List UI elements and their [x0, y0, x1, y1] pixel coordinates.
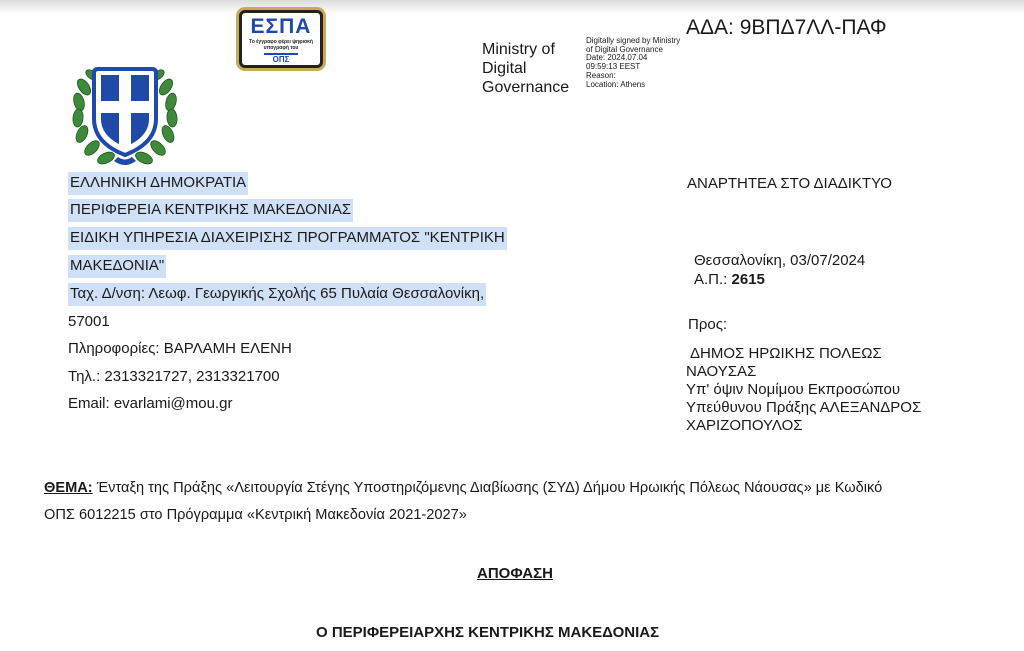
signature-detail-line: Reason: [586, 70, 616, 80]
sender-postcode: 57001 [68, 313, 110, 330]
decision-title: ΑΠΟΦΑΣΗ [477, 565, 553, 582]
sender-line: ΕΛΛΗΝΙΚΗ ΔΗΜΟΚΡΑΤΙΑ [68, 174, 248, 192]
subject-line-2: ΟΠΣ 6012215 στο Πρόγραμμα «Κεντρική Μακεδονία 2021-2027» [44, 507, 467, 523]
authority-line: Ο ΠΕΡΙΦΕΡΕΙΑΡΧΗΣ ΚΕΝΤΡΙΚΗΣ ΜΑΚΕΔΟΝΙΑΣ [316, 624, 660, 641]
sender-line: ΜΑΚΕΔΟΝΙΑ" [68, 257, 166, 275]
subject-label: ΘΕΜΑ: [44, 480, 93, 496]
signature-ministry-line: Ministry of [482, 41, 555, 58]
protocol-value: 2615 [731, 271, 765, 288]
signature-ministry-line: Governance [482, 79, 570, 96]
subject-text: Ένταξη της Πράξης «Λειτουργία Στέγης Υποστηριζόμενης Διαβίωσης (ΣΥΔ) Δήμου Ηρωικής Πόλεως Νάουσας» με Κωδικό [92, 480, 883, 496]
recipient-line: Υπεύθυνου Πράξης ΑΛΕΞΑΝΔΡΟΣ [686, 399, 922, 416]
espa-logo-subtitle: Το έγγραφο φέρει ψηφιακή υπογραφή του [249, 39, 313, 51]
page-top-shadow [0, 0, 1024, 14]
signature-detail-line: Date: 2024.07.04 [586, 53, 648, 63]
ada-code: ΑΔΑ: 9ΒΠΔ7ΛΛ-ΠΑΦ [686, 16, 887, 39]
recipient-line: ΧΑΡΙΖΟΠΟΥΛΟΣ [686, 417, 803, 434]
to-label: Προς: [688, 316, 728, 333]
espa-logo [239, 10, 323, 68]
signature-detail-line: 09:59:13 EEST [586, 62, 641, 72]
digital-signature-details [586, 37, 680, 89]
signature-ministry-line: Digital [482, 60, 527, 77]
signature-detail-line: Location: Athens [586, 79, 646, 89]
greek-coat-of-arms-icon [70, 57, 180, 169]
recipient-line: ΔΗΜΟΣ ΗΡΩΙΚΗΣ ΠΟΛΕΩΣ [690, 345, 882, 362]
place-date: Θεσσαλονίκη, 03/07/2024 [694, 252, 866, 269]
publish-note: ΑΝΑΡΤΗΤΕΑ ΣΤΟ ΔΙΑΔΙΚΤΥΟ [687, 175, 892, 192]
sender-line: ΠΕΡΙΦΕΡΕΙΑ ΚΕΝΤΡΙΚΗΣ ΜΑΚΕΔΟΝΙΑΣ [68, 201, 353, 219]
subject-line-1 [44, 479, 882, 497]
signature-detail-line: of Digital Governance [586, 44, 663, 54]
sender-line: ΕΙΔΙΚΗ ΥΠΗΡΕΣΙΑ ΔΙΑΧΕΙΡΙΣΗΣ ΠΡΟΓΡΑΜΜΑΤΟΣ "ΚΕΝΤΡΙΚΗ [68, 229, 507, 247]
espa-logo-footer: ΟΠΣ [264, 53, 298, 65]
sender-email: Email: evarlami@mou.gr [68, 395, 233, 412]
recipient-line: Υπ' όψιν Νομίμου Εκπροσώπου [686, 381, 901, 398]
protocol-number [694, 271, 765, 289]
sender-address: Ταχ. Δ/νση: Λεωφ. Γεωργικής Σχολής 65 Πυλαία Θεσσαλονίκη, [68, 285, 486, 303]
espa-logo-title: ΕΣΠΑ [250, 15, 312, 38]
signature-ministry-name [482, 40, 569, 97]
signature-detail-line: Digitally signed by Ministry [586, 36, 681, 45]
sender-contact-person: Πληροφορίες: ΒΑΡΛΑΜΗ ΕΛΕΝΗ [68, 340, 292, 357]
protocol-label: Α.Π.: [694, 271, 732, 288]
sender-phone: Τηλ.: 2313321727, 2313321700 [68, 368, 280, 385]
recipient-line: ΝΑΟΥΣΑΣ [686, 363, 757, 380]
